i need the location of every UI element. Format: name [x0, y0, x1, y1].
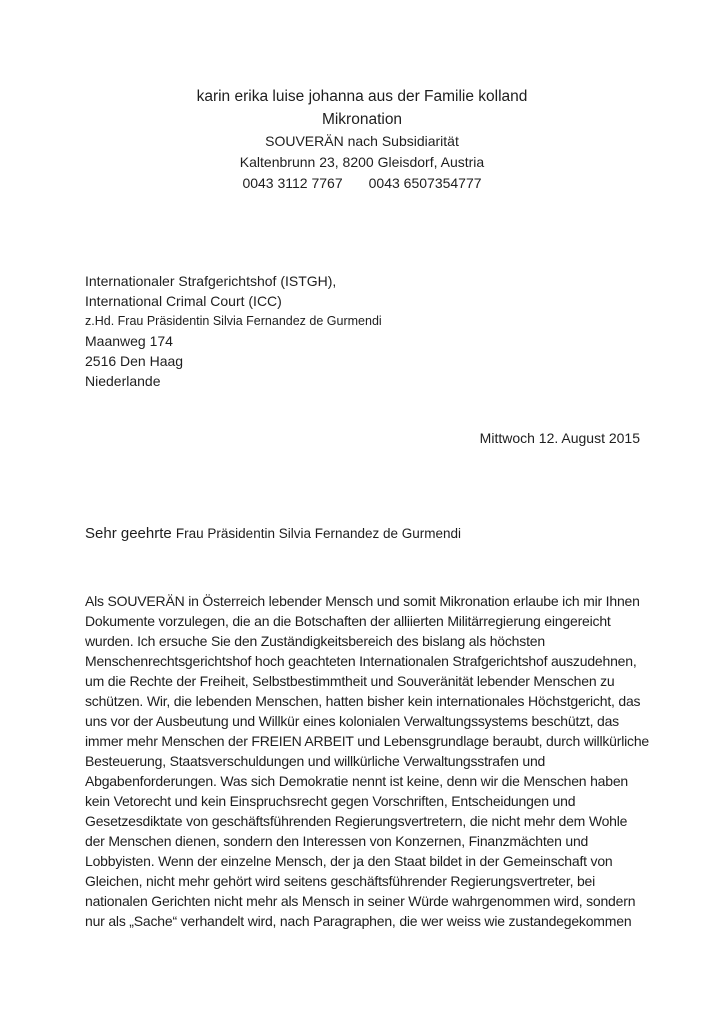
body-line: Gleichen, nicht mehr gehört wird seitens geschäftsführender Regierungsvertreter, bei — [85, 873, 596, 889]
body-line: Menschenrechtsgerichtshof hoch geachteten Internationalen Strafgerichtshof auszudehnen, — [85, 653, 637, 669]
recipient-address-block — [85, 271, 382, 391]
recipient-line-city: 2516 Den Haag — [85, 353, 184, 369]
recipient-line-country: Niederlande — [85, 373, 161, 389]
body-line: Besteuerung, Staatsverschuldungen und willkürliche Verwaltungsstrafen und — [85, 753, 546, 769]
salutation-line — [85, 525, 461, 543]
sender-micronation: Mikronation — [321, 111, 403, 128]
body-line: Als SOUVERÄN in Österreich lebender Mensch und somit Mikronation erlaube ich mir Ihnen — [85, 593, 640, 609]
recipient-line-attention: z.Hd. Frau Präsidentin Silvia Fernandez de Gurmendi — [85, 314, 382, 328]
sender-header — [0, 85, 724, 194]
body-line: kein Vetorecht und kein Einspruchsrecht gegen Vorschriften, Entscheidungen und — [85, 793, 576, 809]
phone-number-2: 0043 6507354777 — [368, 175, 482, 191]
recipient-line-street: Maanweg 174 — [85, 333, 173, 349]
body-line: immer mehr Menschen der FREIEN ARBEIT und Lebensgrundlage beraubt, durch willkürliche — [85, 733, 650, 749]
body-line: nur als „Sache“ verhandelt wird, nach Paragraphen, die wer weiss wie zustandegekommen — [85, 913, 632, 929]
salutation-recipient-name: Frau Präsidentin Silvia Fernandez de Gurmendi — [175, 526, 462, 541]
recipient-line-institution-de: Internationaler Strafgerichtshof (ISTGH), — [85, 273, 337, 289]
body-line: uns vor der Ausbeutung und Willkür eines kolonialen Verwaltungssystems beschützt, das — [85, 713, 619, 729]
body-line: Lobbyisten. Wenn der einzelne Mensch, der ja den Staat bildet in der Gemeinschaft von — [85, 853, 613, 869]
body-line: wurden. Ich ersuche Sie den Zuständigkeitsbereich des bislang als höchsten — [85, 633, 545, 649]
sender-postal-address: Kaltenbrunn 23, 8200 Gleisdorf, Austria — [239, 154, 485, 170]
body-line: schützen. Wir, die lebenden Menschen, hatten bisher kein internationales Höchstgericht, das — [85, 693, 641, 709]
sender-sovereign-line: SOUVERÄN nach Subsidiarität — [265, 133, 459, 149]
recipient-line-institution-en: International Crimal Court (ICC) — [85, 293, 282, 309]
body-line: nationalen Gerichten nicht mehr als Mensch in seiner Würde wahrgenommen wird, sondern — [85, 893, 636, 909]
letter-date: Mittwoch 12. August 2015 — [479, 430, 640, 446]
body-line: der Menschen dienen, sondern den Interessen von Konzernen, Finanzmächten und — [85, 833, 589, 849]
body-line: Abgabenforderungen. Was sich Demokratie nennt ist keine, denn wir die Menschen haben — [85, 773, 629, 789]
phone-number-1: 0043 3112 7767 — [242, 175, 343, 191]
salutation-prefix: Sehr geehrte — [85, 525, 176, 542]
letter-body — [85, 591, 650, 931]
body-line: um die Rechte der Freiheit, Selbstbestimmtheit und Souveränität lebender Menschen zu — [85, 673, 615, 689]
sender-name: karin erika luise johanna aus der Familie kolland — [196, 88, 528, 105]
body-line: Gesetzesdiktate von geschäftsführenden Regierungsvertretern, die nicht mehr dem Wohle — [85, 813, 628, 829]
body-line: Dokumente vorzulegen, die an die Botschaften der alliierten Militärregierung eingereicht — [85, 613, 611, 629]
sender-phone-line — [0, 173, 724, 194]
